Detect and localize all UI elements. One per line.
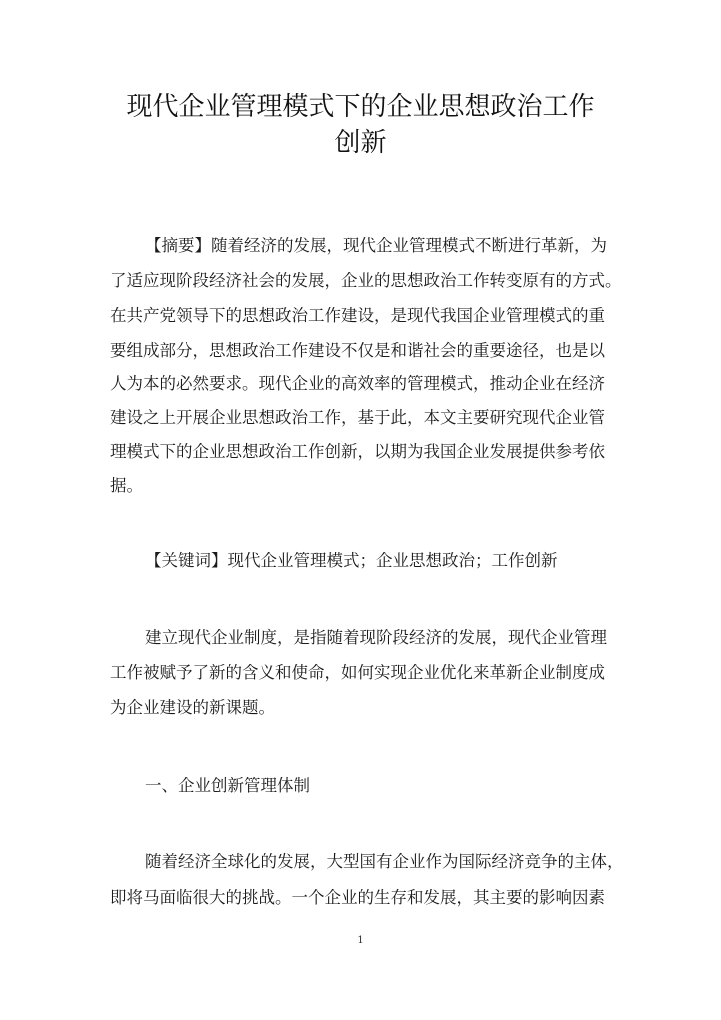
page-number: 1 [357,935,364,946]
section-heading: 一、企业创新管理体制 [145,776,310,795]
section-body-line: 即将马面临很大的挑战。一个企业的生存和发展，其主要的影响因素 [110,888,605,907]
abstract-line: 人为本的必然要求。现代企业的高效率的管理模式，推动企业在经济 [110,374,605,393]
intro-line: 为企业建设的新课题。 [110,698,275,717]
abstract-line: 了适应现阶段经济社会的发展，企业的思想政治工作转变原有的方式。 [110,271,622,290]
section-body-line: 随着经济全球化的发展，大型国有企业作为国际经济竞争的主体， [145,852,624,871]
document-title-line-1: 现代企业管理模式下的企业思想政治工作 [126,92,595,122]
abstract-line: 建设之上开展企业思想政治工作，基于此，本文主要研究现代企业管 [110,408,605,427]
abstract-line: 【摘要】随着经济的发展，现代企业管理模式不断进行革新，为 [145,236,607,255]
abstract-line: 在共产党领导下的思想政治工作建设，是现代我国企业管理模式的重 [110,306,605,325]
document-title-line-2: 创新 [334,128,387,158]
abstract-line: 理模式下的企业思想政治工作创新，以期为我国企业发展提供参考依 [110,442,605,461]
abstract-line: 据。 [110,476,143,495]
intro-line: 工作被赋予了新的含义和使命，如何实现企业优化来革新企业制度成 [110,663,605,682]
keywords-line: 【关键词】现代企业管理模式；企业思想政治；工作创新 [145,551,558,570]
intro-line: 建立现代企业制度，是指随着现阶段经济的发展，现代企业管理 [145,628,607,647]
abstract-line: 要组成部分，思想政治工作建设不仅是和谐社会的重要途径，也是以 [110,341,605,360]
